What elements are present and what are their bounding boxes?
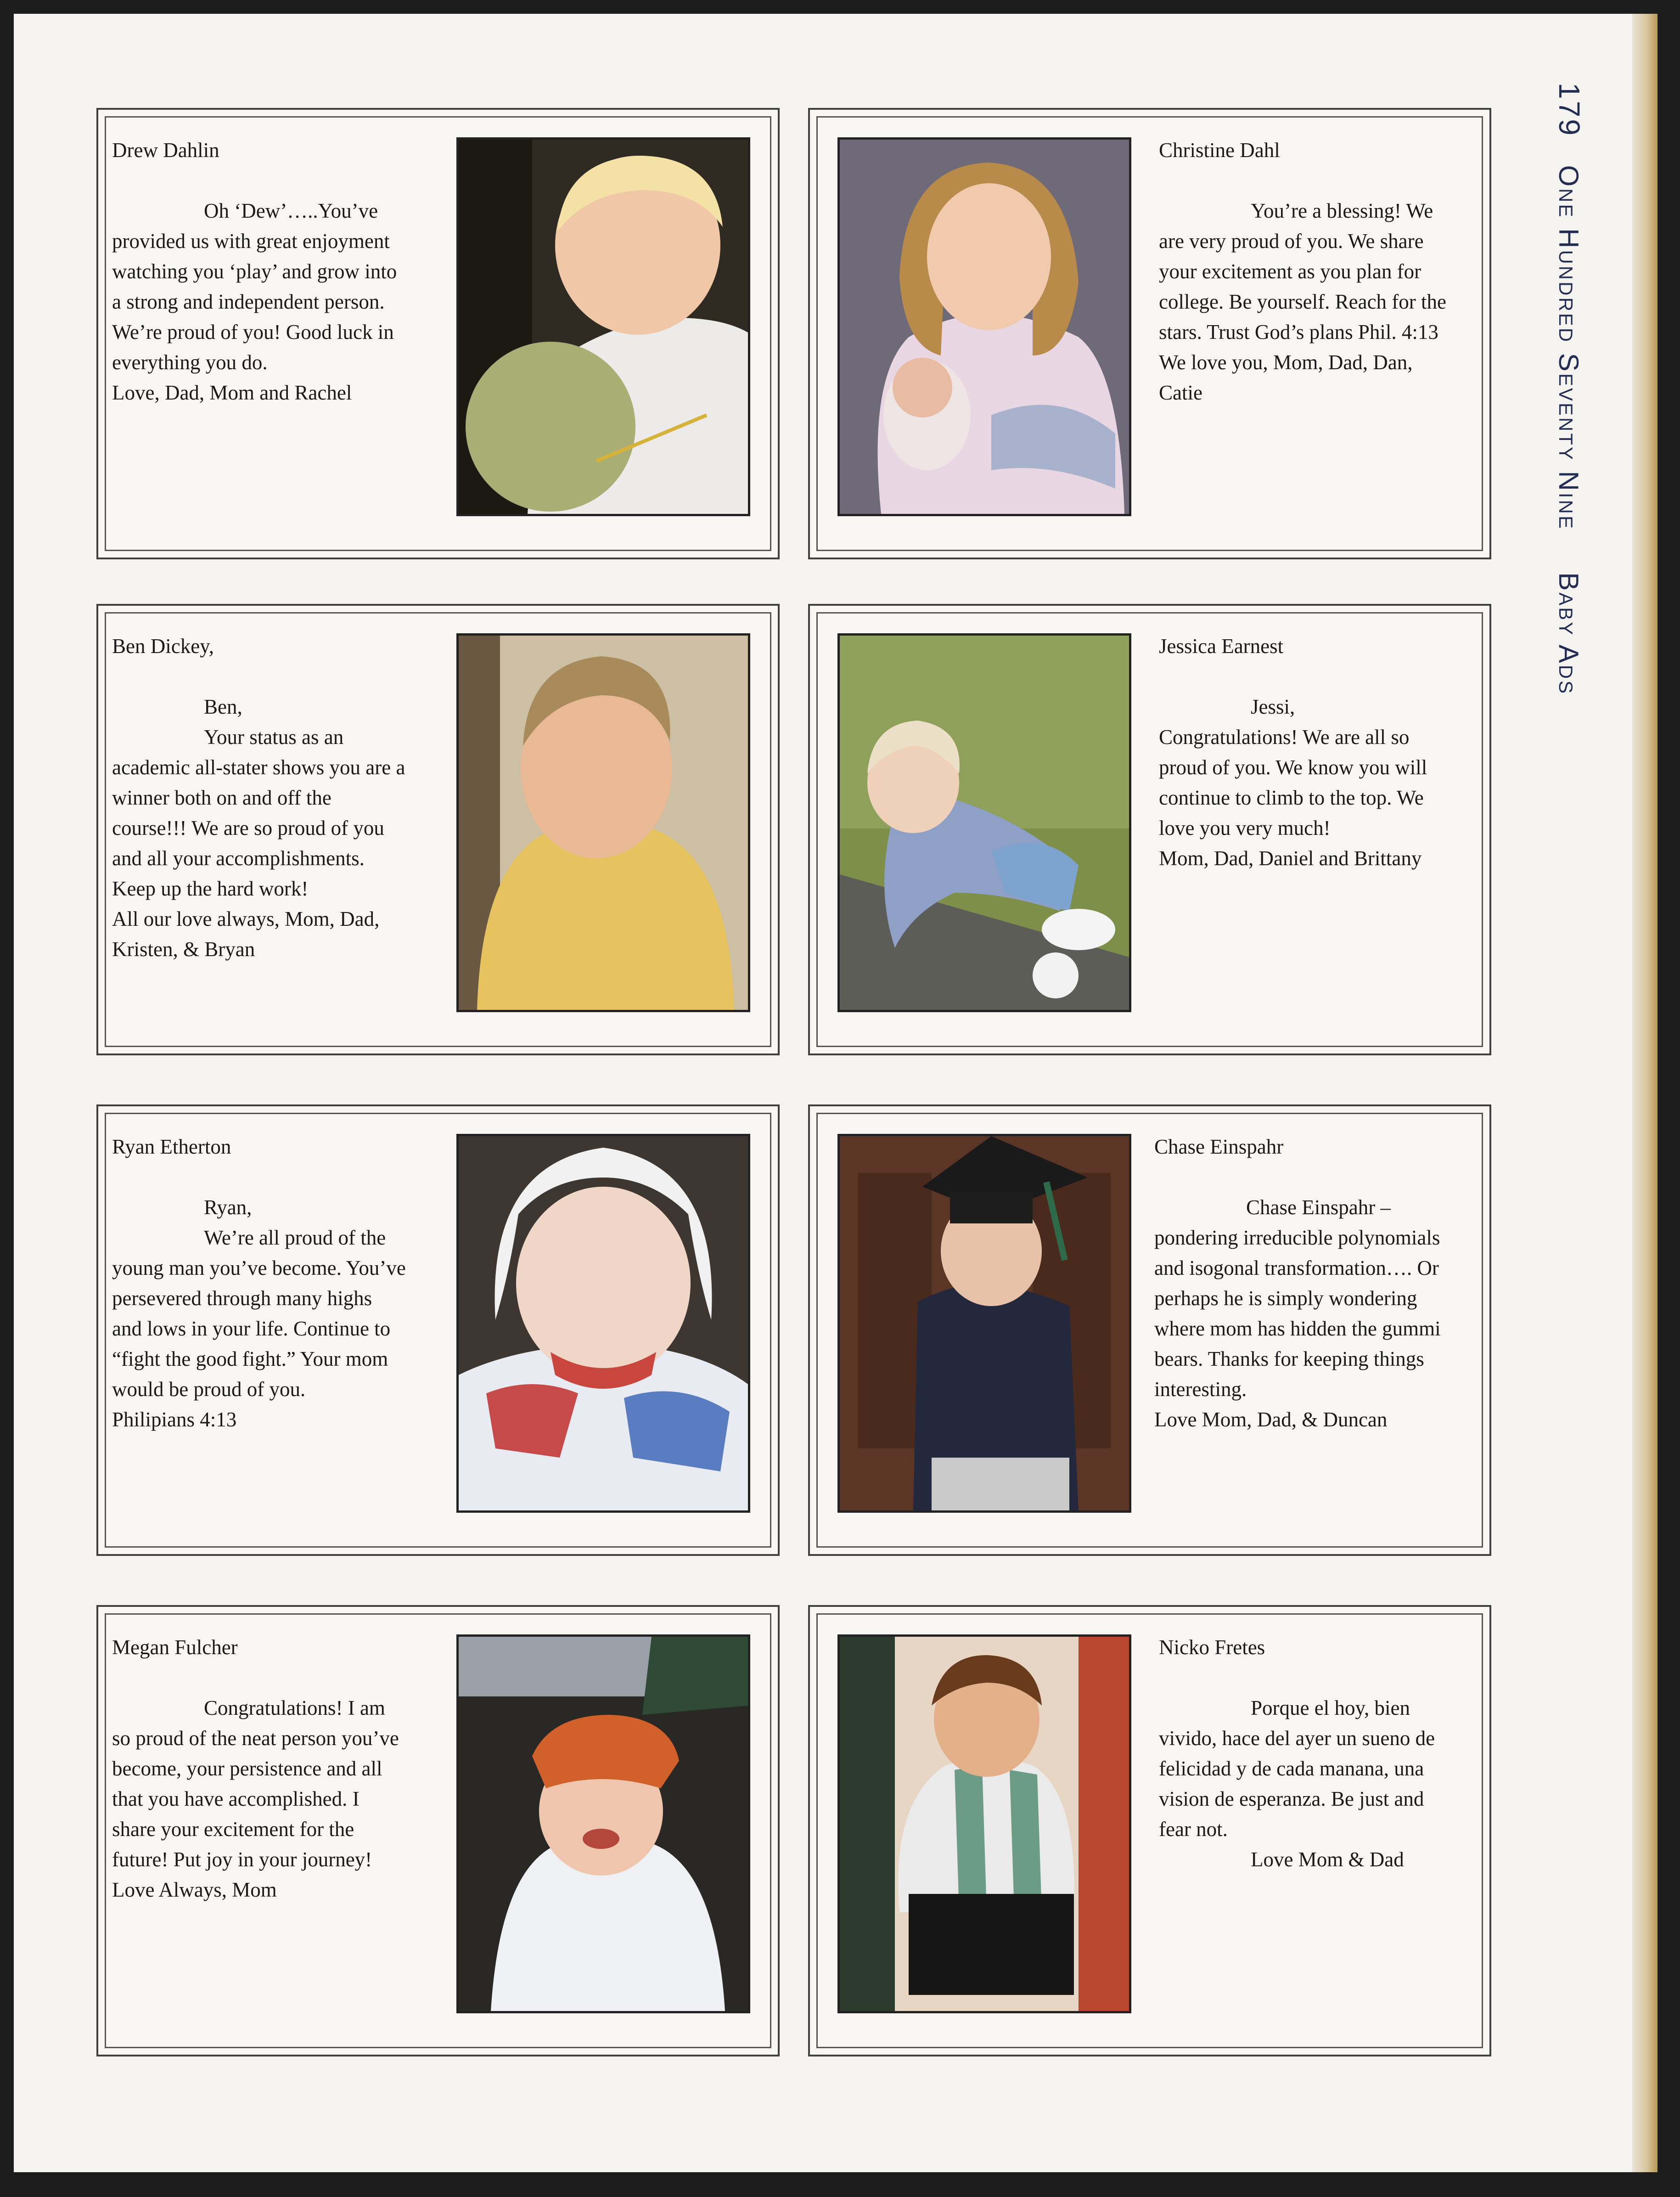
- ad-signature: Love Mom & Dad: [1251, 1848, 1404, 1871]
- ad-signature: All our love always, Mom, Dad, Kristen, & Bryan: [112, 907, 380, 961]
- ad-signature: Philipians 4:13: [112, 1408, 237, 1431]
- baby-ad-ryan-etherton: [96, 1104, 780, 1556]
- ad-greeting: Ben,: [204, 695, 242, 718]
- baby-ad-jessica-earnest: [808, 604, 1491, 1055]
- ad-name: Drew Dahlin: [112, 139, 219, 162]
- baby-ad-drew-dahlin: [96, 108, 780, 559]
- baby-photo: [456, 1134, 750, 1513]
- baby-photo: [837, 1634, 1131, 2013]
- ad-name: Nicko Fretes: [1159, 1636, 1265, 1659]
- ad-text: [112, 1632, 406, 1905]
- baby-photo: [456, 633, 750, 1012]
- baby-photo: [837, 1134, 1131, 1513]
- ad-message: Porque el hoy, bien vivido, hace del ayer un sueno de felicidad y de cada manana, una vision de esperanza. Be just and fear not.: [1159, 1696, 1435, 1841]
- baby-photo: [456, 1634, 750, 2013]
- baby-ad-christine-dahl: [808, 108, 1491, 559]
- page-folio: [1550, 83, 1586, 817]
- ad-text: [1159, 135, 1453, 408]
- page-number-words: One Hundred Seventy Nine: [1553, 165, 1584, 530]
- page-number: 179: [1553, 83, 1586, 137]
- baby-ad-chase-einspahr: [808, 1104, 1491, 1556]
- ad-signature: Love, Dad, Mom and Rachel: [112, 381, 352, 404]
- ad-message: Congratulations! I am so proud of the neat person you’ve become, your persistence and all that you have accomplished. I share your excitement for the future! Put joy in your journey!: [112, 1696, 399, 1871]
- baby-photo: [837, 137, 1131, 516]
- ad-text: [1159, 1632, 1453, 1875]
- yearbook-page: [14, 14, 1658, 2172]
- baby-ad-nicko-fretes: [808, 1605, 1491, 2056]
- ad-name: Christine Dahl: [1159, 139, 1280, 162]
- section-title: Baby Ads: [1553, 572, 1584, 696]
- ad-text: [1154, 1132, 1448, 1435]
- ad-text: [112, 631, 406, 964]
- ad-name: Megan Fulcher: [112, 1636, 238, 1659]
- baby-ad-megan-fulcher: [96, 1605, 780, 2056]
- ad-name: Chase Einspahr: [1154, 1135, 1284, 1158]
- ad-name: Jessica Earnest: [1159, 635, 1284, 658]
- ad-message: We’re all proud of the young man you’ve become. You’ve persevered through many highs and lows in your life. Continue to “fight the good fight.” Your mom would be proud of you.: [112, 1226, 406, 1401]
- ad-message: Your status as an academic all-stater shows you are a winner both on and off the course!!! We are so proud of you and all your accomplishments. Keep up the hard work!: [112, 726, 405, 900]
- baby-photo: [837, 633, 1131, 1012]
- ad-signature: Mom, Dad, Daniel and Brittany: [1159, 847, 1422, 870]
- ad-name: Ben Dickey,: [112, 635, 214, 658]
- ad-signature: We love you, Mom, Dad, Dan, Catie: [1159, 351, 1413, 404]
- ad-text: [1159, 631, 1453, 873]
- ad-text: [112, 1132, 406, 1435]
- ad-message: Oh ‘Dew’…..You’ve provided us with great enjoyment watching you ‘play’ and grow into a strong and independent person. We’re proud of you! Good luck in everything you do.: [112, 199, 397, 374]
- ad-signature: Love Mom, Dad, & Duncan: [1154, 1408, 1388, 1431]
- ad-text: [112, 135, 406, 408]
- baby-photo: [456, 137, 750, 516]
- baby-ad-ben-dickey: [96, 604, 780, 1055]
- ad-greeting: Ryan,: [204, 1196, 252, 1219]
- ad-message: Congratulations! We are all so proud of you. We know you will continue to climb to the top. We love you very much!: [1159, 726, 1427, 839]
- ad-message: You’re a blessing! We are very proud of you. We share your excitement as you plan for college. Be yourself. Reach for the stars. Trust God’s plans Phil. 4:13: [1159, 199, 1447, 344]
- book-gutter: [1632, 14, 1658, 2172]
- ad-greeting: Jessi,: [1251, 695, 1295, 718]
- ad-name: Ryan Etherton: [112, 1135, 231, 1158]
- ad-signature: Love Always, Mom: [112, 1878, 277, 1901]
- ad-message: Chase Einspahr – pondering irreducible polynomials and isogonal transformation…. Or perhaps he is simply wondering where mom has hidden the gummi bears. Thanks for keeping things interesting.: [1154, 1196, 1441, 1401]
